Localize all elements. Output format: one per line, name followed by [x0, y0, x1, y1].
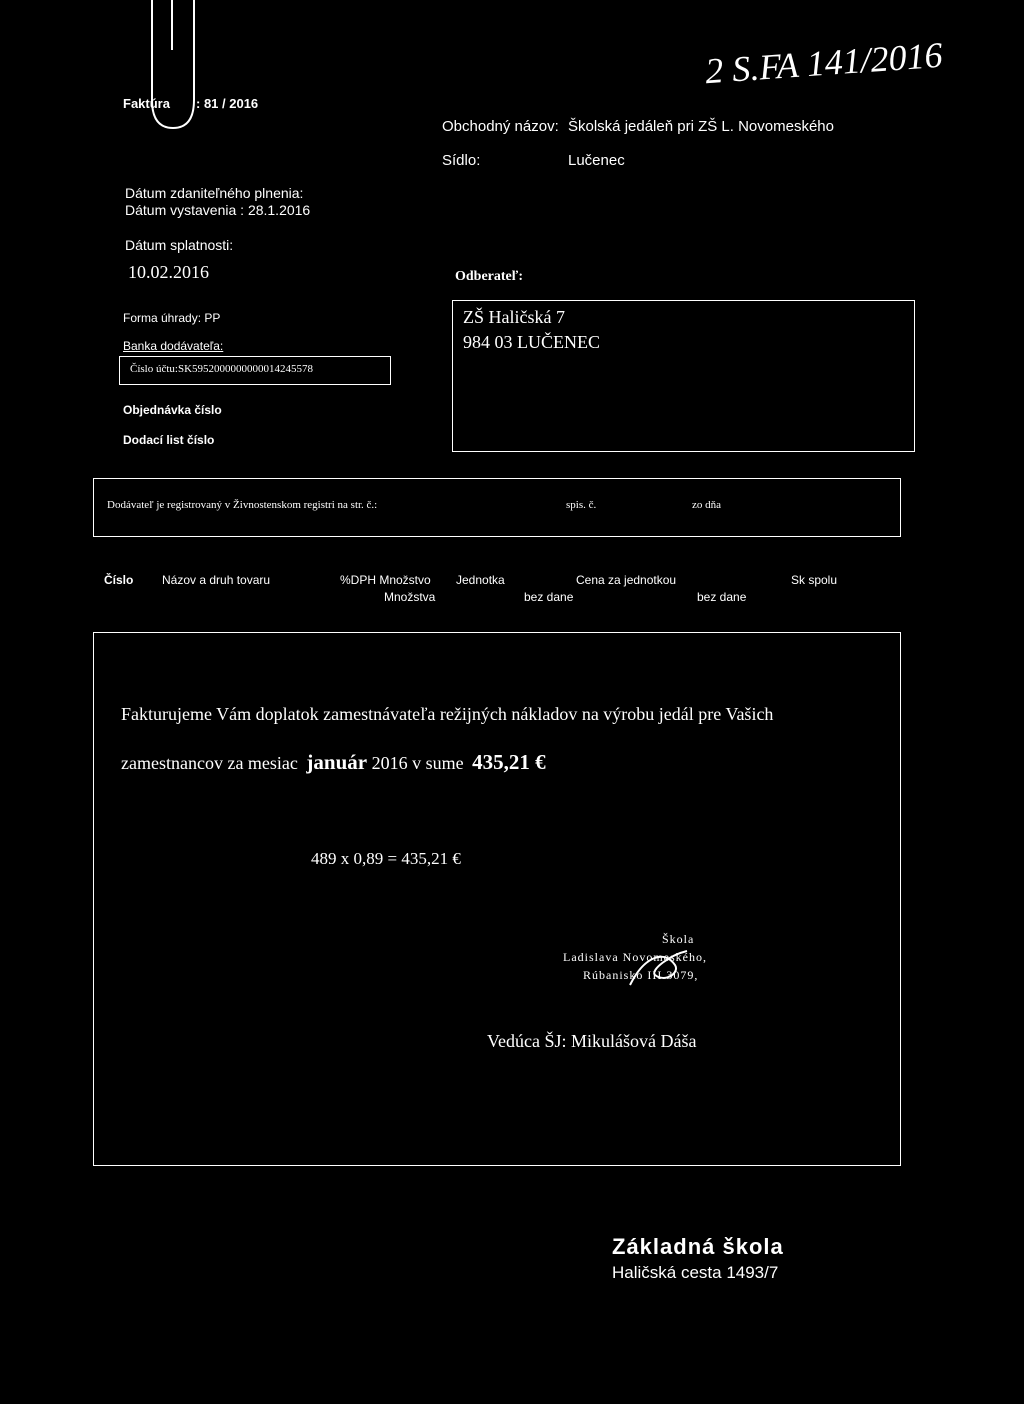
body-line2	[121, 750, 546, 775]
date-taxable-label: Dátum zdaniteľného plnenia:	[125, 185, 304, 201]
due-label: Dátum splatnosti:	[125, 237, 234, 253]
col-cena: Cena za jednotkou	[576, 573, 677, 587]
registry-spis: spis. č.	[566, 499, 597, 511]
customer-label: Odberateľ:	[455, 269, 523, 284]
signatory: Vedúca ŠJ: Mikulášová Dáša	[487, 1031, 697, 1051]
bank-label: Banka dodávateľa:	[123, 339, 224, 353]
customer-line1: ZŠ Haličská 7	[463, 307, 565, 327]
order-label: Objednávka číslo	[123, 403, 222, 417]
date-issue: Dátum vystavenia : 28.1.2016	[125, 202, 311, 218]
account-number: Číslo účtu:SK5952000000000014245578	[130, 363, 314, 375]
col-nazov: Názov a druh tovaru	[162, 573, 271, 587]
col-cislo: Číslo	[104, 573, 134, 587]
supplier-seat-label: Sídlo:	[442, 152, 481, 169]
col-jednotka: Jednotka	[456, 573, 505, 587]
registry-text: Dodávateľ je registrovaný v Živnostenskom registri na str. č.:	[107, 499, 378, 511]
col-bez-dane-1: bez dane	[524, 590, 574, 604]
col-mnozstva: Množstva	[384, 590, 436, 604]
stamp-small-line1: Škola	[662, 932, 695, 946]
stamp-big-line2: Haličská cesta 1493/7	[612, 1263, 779, 1282]
col-sk-spolu: Sk spolu	[791, 573, 838, 587]
stamp-big-line1: Základná škola	[612, 1234, 784, 1259]
due-date: 10.02.2016	[128, 262, 209, 282]
paper-clip-mark	[148, 0, 198, 135]
supplier-seat: Lučenec	[568, 152, 625, 169]
body-calculation: 489 x 0,89 = 435,21 €	[311, 849, 461, 868]
delivery-label: Dodací list číslo	[123, 433, 215, 447]
stamp-small-line2: Ladislava Novomeského,	[563, 950, 707, 964]
stamp-small-line3: Rúbanisko III 3079,	[583, 968, 699, 982]
col-dph: %DPH Množstvo	[340, 573, 431, 587]
supplier-name: Školská jedáleň pri ZŠ L. Novomeského	[568, 118, 834, 135]
body-month: január	[306, 750, 368, 774]
payment-form: Forma úhrady: PP	[123, 311, 221, 325]
body-line2-b: 2016 v sume	[371, 753, 464, 773]
invoice-number: : 81 / 2016	[196, 96, 259, 111]
handwritten-note: 2 S.FA 141/2016	[703, 34, 944, 92]
body-line1: Fakturujeme Vám doplatok zamestnávateľa režijných nákladov na výrobu jedál pre Vašich	[121, 704, 774, 724]
col-bez-dane-2: bez dane	[697, 590, 747, 604]
customer-line2: 984 03 LUČENEC	[463, 332, 600, 352]
signature-mark	[625, 945, 695, 995]
invoice-label: Faktúra	[123, 96, 170, 111]
supplier-name-label: Obchodný názov:	[442, 118, 559, 135]
body-amount: 435,21 €	[472, 750, 546, 774]
registry-zo-dna: zo dňa	[692, 499, 722, 511]
body-line2-a: zamestnancov za mesiac	[121, 753, 298, 773]
